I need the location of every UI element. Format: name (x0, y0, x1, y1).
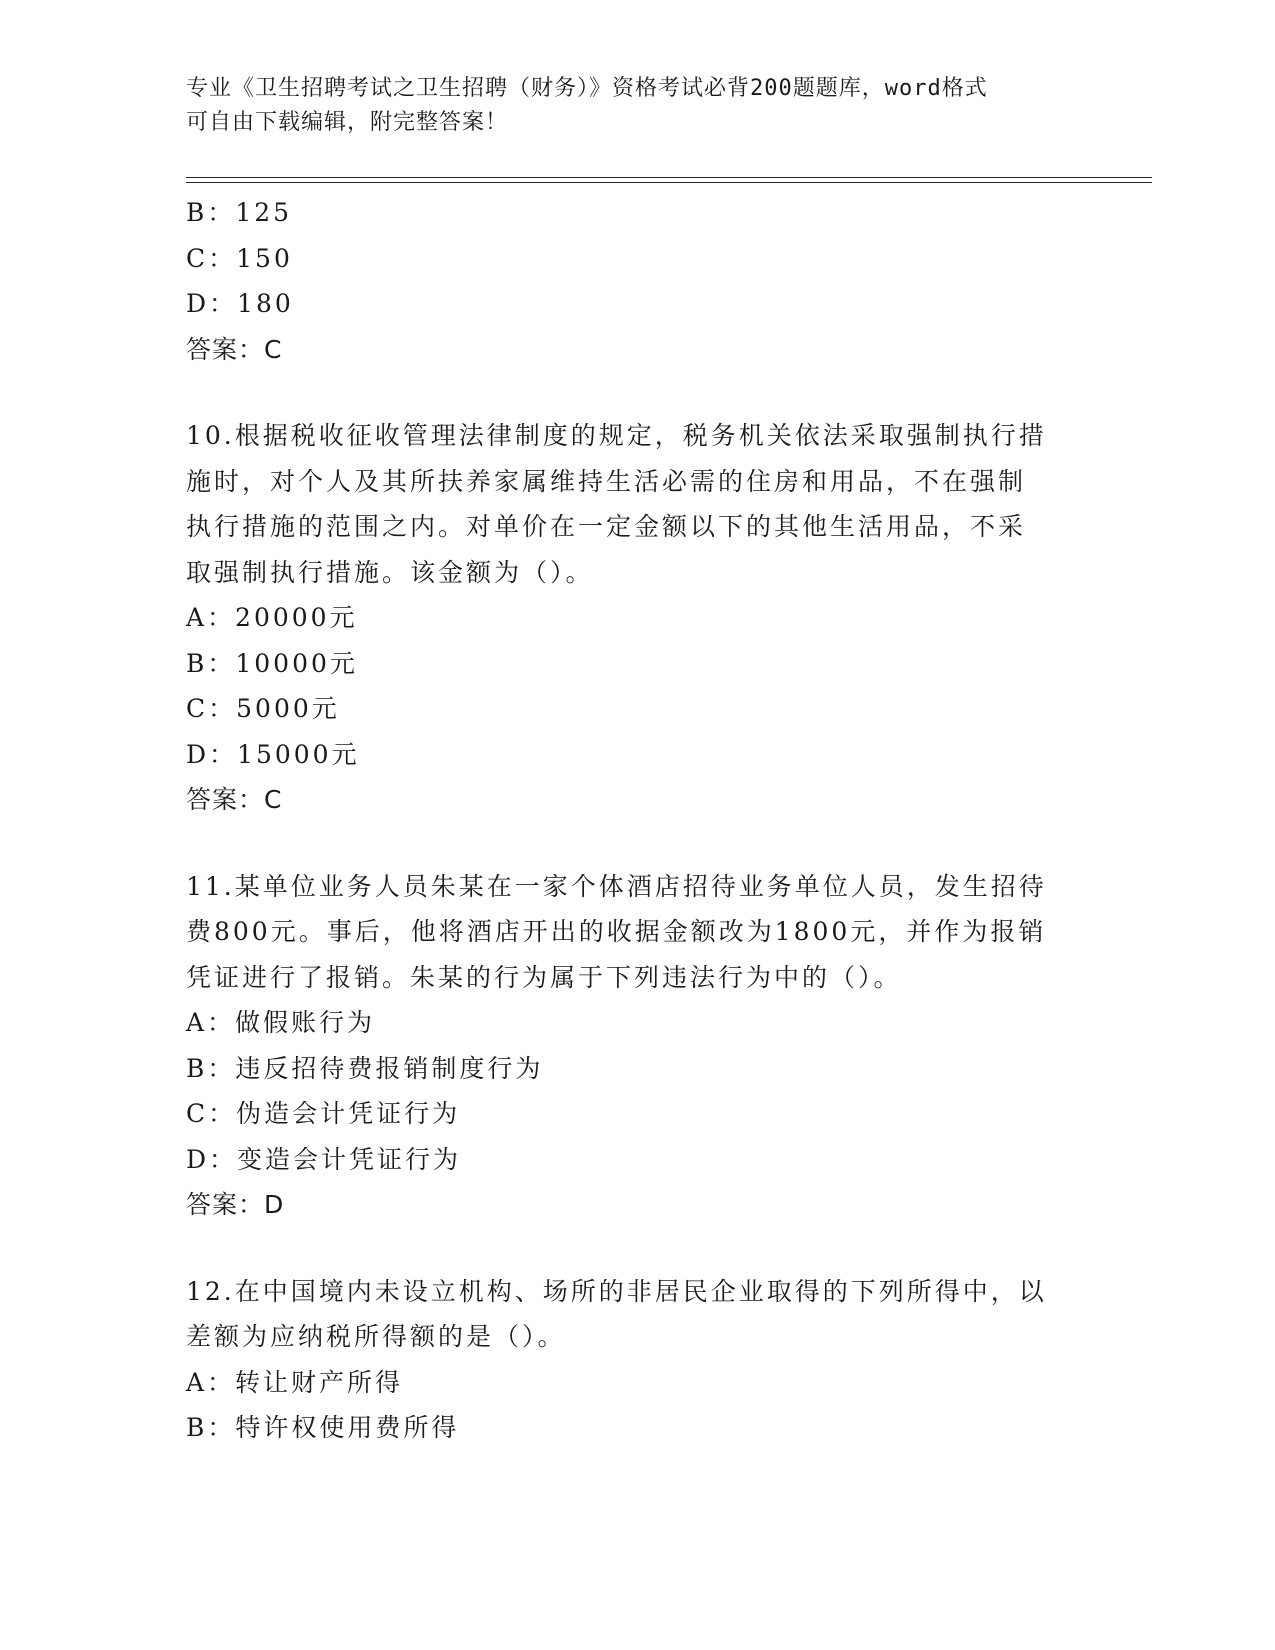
question-block (186, 413, 1086, 823)
question-block (186, 864, 1086, 1228)
question-line: 10.根据税收征收管理法律制度的规定，税务机关依法采取强制执行措 (186, 421, 1047, 450)
block-gap (186, 372, 1086, 413)
question-line: 施时，对个人及其所扶养家属维持生活必需的住房和用品，不在强制 (186, 466, 1027, 496)
question-line: 费800元。事后，他将酒店开出的收据金额改为1800元，并作为报销 (186, 917, 1047, 946)
answer-line: 答案：D (186, 1190, 285, 1219)
question-line: 凭证进行了报销。朱某的行为属于下列违法行为中的（）。 (186, 962, 902, 992)
document-header (186, 72, 1066, 140)
question-block (186, 1269, 1086, 1451)
question-line: B：特许权使用费所得 (186, 1413, 460, 1442)
header-divider-top (186, 177, 1152, 178)
question-line: 11.某单位业务人员朱某在一家个体酒店招待业务单位人员，发生招待 (186, 871, 1047, 901)
answer-line: 答案：C (186, 334, 283, 364)
header-divider-bottom (186, 182, 1152, 183)
question-content (186, 190, 1086, 1451)
answer-line: 答案：C (186, 785, 283, 814)
question-line: 取强制执行措施。该金额为（）。 (186, 557, 594, 587)
question-line: C：伪造会计凭证行为 (186, 1099, 461, 1128)
question-line: D：15000元 (186, 739, 360, 769)
header-title-line-2: 可自由下载编辑，附完整答案！ (186, 110, 509, 135)
question-line: D：180 (186, 289, 294, 318)
header-title-line-1: 专业《卫生招聘考试之卫生招聘（财务）》资格考试必背200题题库，word格式 (186, 76, 988, 101)
question-line: A：做假账行为 (186, 1008, 376, 1037)
question-block (186, 190, 1086, 372)
question-line: B：违反招待费报销制度行为 (186, 1053, 544, 1083)
question-line: B：125 (186, 198, 293, 227)
block-gap (186, 1228, 1086, 1269)
block-gap (186, 823, 1086, 864)
question-line: 执行措施的范围之内。对单价在一定金额以下的其他生活用品，不采 (186, 512, 1027, 541)
question-line: 差额为应纳税所得额的是（）。 (186, 1322, 566, 1351)
question-line: D：变造会计凭证行为 (186, 1144, 462, 1174)
question-line: A：转让财产所得 (186, 1367, 404, 1397)
question-line: A：20000元 (186, 603, 358, 632)
question-line: 12.在中国境内未设立机构、场所的非居民企业取得的下列所得中，以 (186, 1276, 1047, 1306)
question-line: C：150 (186, 243, 293, 273)
question-line: C：5000元 (186, 694, 340, 723)
question-line: B：10000元 (186, 648, 358, 678)
